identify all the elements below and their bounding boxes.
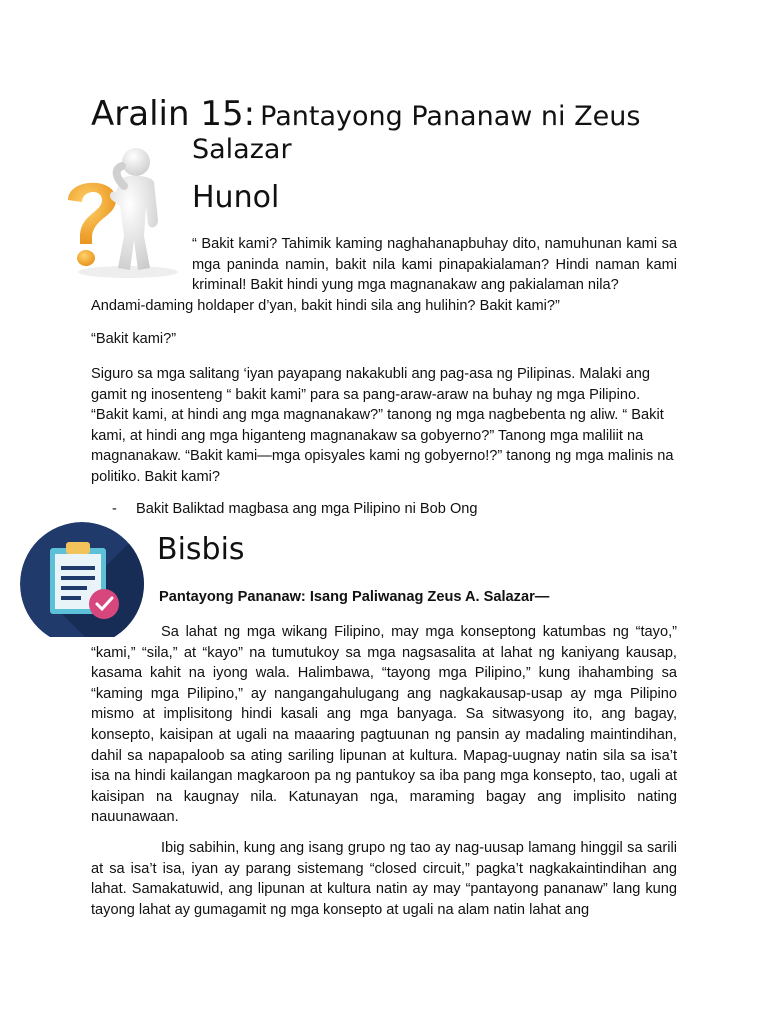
title-main: Aralin 15: xyxy=(91,94,256,134)
title-sub: Pantayong Pananaw ni Zeus xyxy=(260,101,641,132)
bisbis-subheading: Pantayong Pananaw: Isang Paliwanag Zeus A. Salazar— xyxy=(159,589,550,605)
section-heading-bisbis: Bisbis xyxy=(157,532,245,567)
bakit-kami-line: “Bakit kami?” xyxy=(91,331,177,347)
section-heading-hunol: Hunol xyxy=(192,180,280,215)
bisbis-paragraph-2: Ibig sabihin, kung ang isang grupo ng tao ay nag-uusap lamang hinggil sa sarili at sa isa’t isa, iyan ay parang sistemang “closed circuit,” pagka’t nagkakaintindihan ang lahat. Samakatuwid, ang lipunan at kultura natin ay may “pantayong pananaw” lang kung tayong lahat ay gumagamit ng mga konsepto at ugali na alam natin lahat ang xyxy=(91,840,677,918)
question-mark-thinker-icon xyxy=(58,140,183,280)
title-sub-line2: Salazar xyxy=(192,134,292,165)
hunol-quote: “ Bakit kami? Tahimik kaming naghahanapbuhay dito, namuhunan kami sa mga paninda namin, bakit nila kami pinapakialaman? Hindi naman kami kriminal! Bakit hindi yung mga magnanakaw ang pakialaman nila? xyxy=(192,236,677,294)
hunol-quote-end: Andami-daming holdaper d’yan, bakit hindi sila ang hulihin? Bakit kami?” xyxy=(91,298,560,314)
bisbis-paragraph-1: Sa lahat ng mga wikang Filipino, may mga konseptong katumbas ng “tayo,” “kami,” “sila,” at “kayo” na tumutukoy sa mga nagsasalita at lahat ng kaniyang kausap, kasama kahit na iyong wala. Halimbawa, “tayong mga Pilipino,” kung ihahambing sa “kaming mga Pilipino,” ay nangangahulugang ang nagkakausap-usap ay mga Pilipino mismo at implisitong hindi kasali ang mga banyaga. Sa sitwasyong ito, ang bagay, konsepto, kaisipan at ugali na maaaring pagtuunan ng pansin ay madaling maintindihan, dahil sa napapaloob sa ating sariling lipunan at kultura. Mapag-uugnay natin sila sa isa’t isa na hindi kailangan magkaroon pa ng pantukoy sa iba pang mga konsepto, tao, ugali at kaisipan na kaugnay nila. Katunayan nga, maraming bagay ang implisito nating nauunawaan. xyxy=(91,624,677,826)
clipboard-check-icon xyxy=(20,522,145,637)
source-citation: Bakit Baliktad magbasa ang mga Pilipino ni Bob Ong xyxy=(136,501,478,517)
source-dash: - xyxy=(112,501,117,517)
page-title xyxy=(91,94,691,134)
siguro-paragraph: Siguro sa mga salitang ‘iyan payapang nakakubli ang pag-asa ng Pilipinas. Malaki ang gamit ng inosenteng “ bakit kami” para sa pang-araw-araw na buhay ng mga Pilipino. “Bakit kami, at hindi ang mga magnanakaw?” tanong ng mga nagbebenta ng aliw. “ Bakit kami, at hindi ang mga higanteng magnanakaw sa gobyerno?” Tanong mga maliliit na magnanakaw. “Bakit kami—mga opisyales kami ng gobyerno!?” tanong ng mga malinis na politiko. Bakit kami? xyxy=(91,366,674,485)
